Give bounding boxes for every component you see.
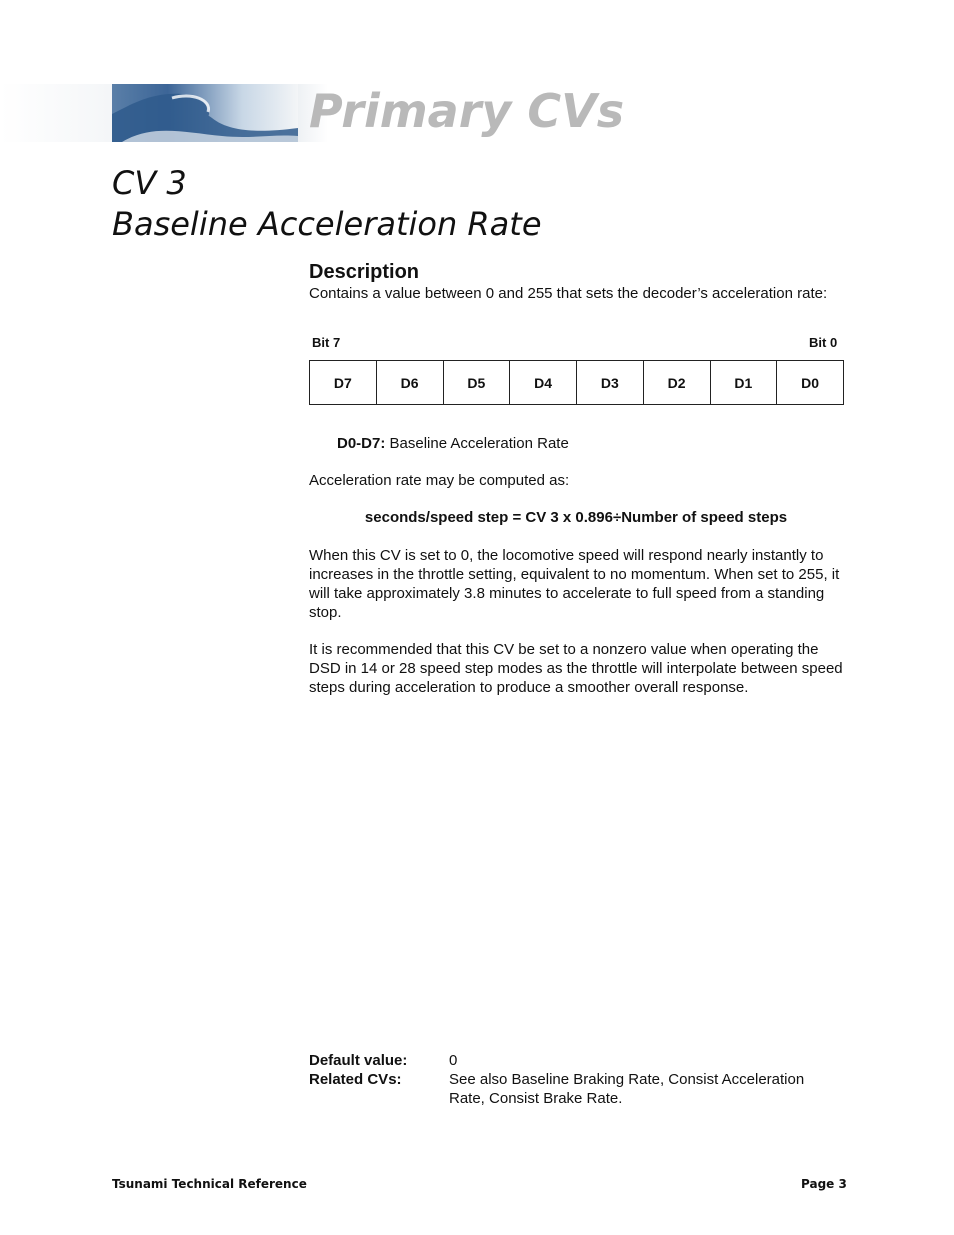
cv-name: Baseline Acceleration Rate <box>112 205 542 243</box>
default-value: 0 <box>449 1052 458 1069</box>
wave-image <box>112 84 298 142</box>
section-title: Primary CVs <box>309 84 625 138</box>
bit-table <box>309 360 844 405</box>
bit-cell: D4 <box>509 361 576 404</box>
default-value-row <box>309 1051 843 1071</box>
bit-cell: D6 <box>376 361 443 404</box>
paragraph-2: It is recommended that this CV be set to a nonzero value when operating the DSD in 14 or 28 speed step modes as the throttle will interpolate between speed steps during acceleration to produce a smoother overall response. <box>309 641 843 696</box>
related-cvs-row <box>309 1070 843 1110</box>
formula: seconds/speed step = CV 3 x 0.896÷Number of speed steps <box>364 509 788 526</box>
bit-cell: D0 <box>776 361 843 404</box>
bit-cell: D2 <box>643 361 710 404</box>
footer-title: Tsunami Technical Reference <box>112 1177 307 1191</box>
bit-definition <box>337 434 837 453</box>
default-value-label: Default value: <box>309 1052 408 1069</box>
cv-heading <box>112 163 542 245</box>
bit-definition-key: D0-D7: <box>337 435 386 452</box>
related-cvs-label: Related CVs: <box>309 1071 402 1088</box>
bit-label-left: Bit 7 <box>312 335 341 350</box>
paragraph-1: When this CV is set to 0, the locomotive speed will respond nearly instantly to increases in the throttle setting, equivalent to no momentum. When set to 255, it will take approximately 3.8 minutes to accelerate to full speed from a standing stop. <box>309 547 840 621</box>
related-cvs-value: See also Baseline Braking Rate, Consist Acceleration Rate, Consist Brake Rate. <box>449 1071 805 1107</box>
bit-cell: D5 <box>443 361 510 404</box>
bit-definition-value: Baseline Acceleration Rate <box>389 435 569 452</box>
bit-label-right: Bit 0 <box>809 335 838 350</box>
bit-cell: D7 <box>333 374 352 391</box>
cv-number: CV 3 <box>112 164 187 202</box>
wave-graphic <box>112 84 298 142</box>
bit-cell: D3 <box>576 361 643 404</box>
description-intro: Contains a value between 0 and 255 that sets the decoder’s acceleration rate: <box>309 285 828 302</box>
computed-as-text: Acceleration rate may be computed as: <box>309 472 570 489</box>
bit-cell: D1 <box>710 361 777 404</box>
header-fade-left <box>0 84 112 142</box>
description-heading: Description <box>309 261 420 283</box>
page-number: Page 3 <box>801 1177 847 1191</box>
